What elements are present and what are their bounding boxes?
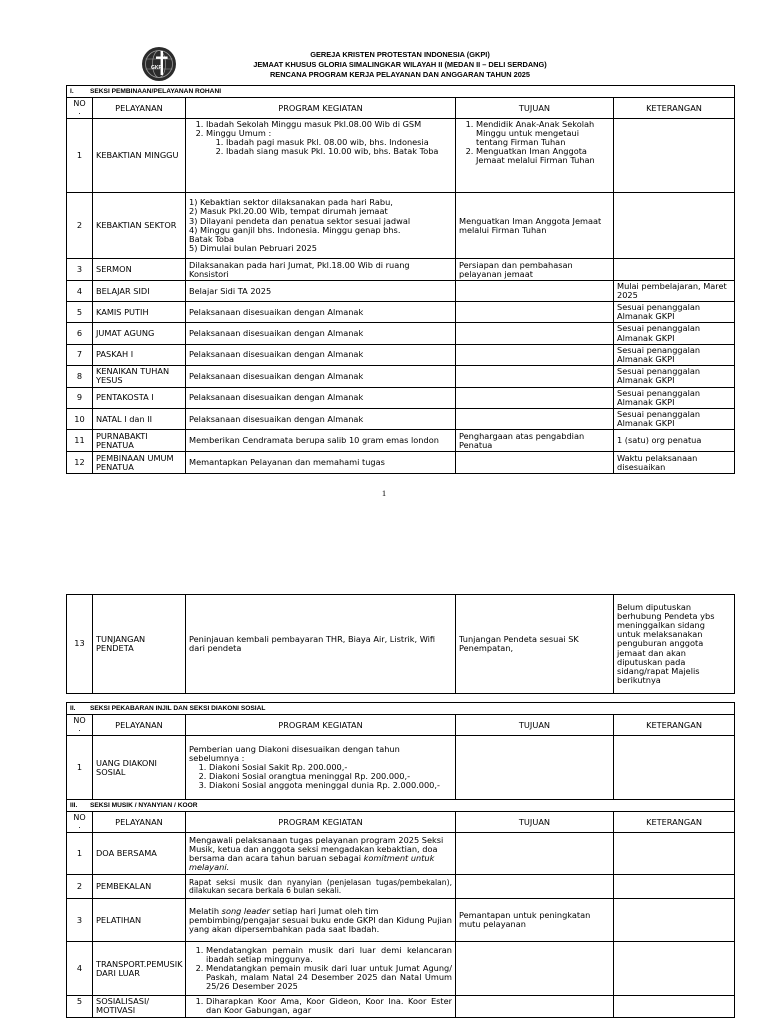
table-row: 13 TUNJANGAN PENDETA Peninjauan kembali pembayaran THR, Biaya Air, Listrik, Wifi dari pendeta Tunjangan Pendeta sesuai SK Penempatan, Belum diputuskan berhubung Pendeta ybs meninggalkan sidang untuk melaksanakan penguburan anggota jemaat dan akan diputuskan pada sidang/rapat Majelis berikutnya — [67, 595, 735, 694]
table-row: 3 SERMON Dilaksanakan pada hari Jumat, Pkl.18.00 Wib di ruang Konsistori Persiapan dan pembahasan pelayanan jemaat — [67, 259, 735, 281]
table-row: 9 PENTAKOSTA I Pelaksanaan disesuaikan dengan Almanak Sesuai penanggalan Almanak GKPI — [67, 387, 735, 408]
table-row: 8 KENAIKAN TUHAN YESUS Pelaksanaan disesuaikan dengan Almanak Sesuai penanggalan Almanak GKPI — [67, 365, 735, 387]
table-row: 11 PURNABAKTI PENATUA Memberikan Cendramata berupa salib 10 gram emas london Penghargaan atas pengabdian Penatua 1 (satu) org penatua — [67, 430, 735, 452]
table-header-row — [67, 98, 735, 119]
document-page-2 — [0, 590, 768, 1024]
program-table-section-1 — [66, 85, 735, 474]
section-title: III. SEKSI MUSIK / NYANYIAN / KOOR — [67, 800, 735, 812]
table-row: 12 PEMBINAAN UMUM PENATUA Memantapkan Pelayanan dan memahami tugas Waktu pelaksanaan disesuaikan — [67, 452, 735, 474]
table-row: 7 PASKAH I Pelaksanaan disesuaikan dengan Almanak Sesuai penanggalan Almanak GKPI — [67, 344, 735, 365]
table-header-row: NO . PELAYANAN PROGRAM KEGIATAN TUJUAN KETERANGAN — [67, 812, 735, 833]
table-row: 2 PEMBEKALAN Rapat seksi musik dan nyanyian (penjelasan tugas/pembekalan), dilakukan secara berkala 6 bulan sekali. — [67, 875, 735, 899]
program-table-section-2-3 — [66, 702, 735, 1018]
table-row: 5 KAMIS PUTIH Pelaksanaan disesuaikan dengan Almanak Sesuai penanggalan Almanak GKPI — [67, 302, 735, 323]
table-row: 4 TRANSPORT.PEMUSIK DARI LUAR 1. Mendatangkan pemain musik dari luar demi kelancaran ibadah setiap minggunya. 2. Mendatangkan pemain musik dari luar untuk Jumat Agung/ Paskah, malam Natal 24 Desember 2025 dan Natal Umum 25/26 Desember 2025 — [67, 942, 735, 996]
col-header-pelayanan: PELAYANAN — [93, 98, 186, 119]
table-row: 1 DOA BERSAMA Mengawali pelaksanaan tugas pelayanan program 2025 Seksi Musik, ketua dan anggota seksi mengadakan kebaktian, doa bersama dan acara tahun baruan sebagai komitment untuk melayani. — [67, 833, 735, 875]
table-row: 6 JUMAT AGUNG Pelaksanaan disesuaikan dengan Almanak Sesuai penanggalan Almanak GKPI — [67, 323, 735, 344]
section-title: I. SEKSI PEMBINAAN/PELAYANAN ROHANI — [67, 86, 735, 98]
col-header-program: PROGRAM KEGIATAN — [186, 98, 456, 119]
church-name: GEREJA KRISTEN PROTESTAN INDONESIA (GKPI) — [310, 50, 490, 59]
col-header-no: NO . — [67, 98, 93, 119]
table-row: 10 NATAL I dan II Pelaksanaan disesuaikan dengan Almanak Sesuai penanggalan Almanak GKPI — [67, 409, 735, 430]
page-gap — [0, 560, 768, 590]
table-row: 5 SOSIALISASI/ MOTIVASI 1. Diharapkan Koor Ama, Koor Gideon, Koor Ina. Koor Ester dan Koor Gabungan, agar — [67, 996, 735, 1018]
col-header-keterangan: KETERANGAN — [614, 98, 735, 119]
col-header-tujuan: TUJUAN — [456, 98, 614, 119]
congregation-name: JEMAAT KHUSUS GLORIA SIMALINGKAR WILAYAH II (MEDAN II – DELI SERDANG) — [253, 60, 547, 70]
document-title: RENCANA PROGRAM KERJA PELAYANAN DAN ANGGARAN TAHUN 2025 — [269, 70, 531, 80]
table-row: 1 UANG DIAKONI SOSIAL Pemberian uang Diakoni disesuaikan dengan tahun sebelumnya : 1. Diakoni Sosial Sakit Rp. 200.000,- 2. Diakoni Sosial orangtua meninggal Rp. 200.000,- 3. Diakoni Sosial anggota meninggal dunia Rp. 2.000.000,- — [67, 736, 735, 800]
page-number: 1 — [381, 488, 387, 498]
table-header-row: NO . PELAYANAN PROGRAM KEGIATAN TUJUAN KETERANGAN — [67, 715, 735, 736]
document-header — [66, 46, 734, 84]
table-row: 2 KEBAKTIAN SEKTOR 1) Kebaktian sektor dilaksanakan pada hari Rabu, 2) Masuk Pkl.20.00 Wib, tempat dirumah jemaat 3) Dilayani pendeta dan penatua sektor sesuai jadwal 4) Minggu ganjil bhs. Indonesia. Minggu genap bhs. Batak Toba 5) Dimulai bulan Pebruari 2025 Menguatkan Iman Anggota Jemaat melalui Firman Tuhan — [67, 193, 735, 259]
table-row: 3 PELATIHAN Melatih song leader setiap hari Jumat oleh tim pembimbing/pengajar sesuai buku ende GKPI dan Kidung Pujian yang akan dipersembahkan pada saat Ibadah. Pemantapan untuk peningkatan mutu pelayanan — [67, 899, 735, 942]
program-table-section-1-continued — [66, 594, 735, 694]
table-row: 4 BELAJAR SIDI Belajar Sidi TA 2025 Mulai pembelajaran, Maret 2025 — [67, 281, 735, 302]
table-row: 1 KEBAKTIAN MINGGU 1. Ibadah Sekolah Minggu masuk Pkl.08.00 Wib di GSM 2. Minggu Umum : 1. Ibadah pagi masuk Pkl. 08.00 wib, bhs. Indonesia 2. Ibadah siang masuk Pkl. 10.00 wib, bhs. Batak Toba 1. Mendidik Anak-Anak Sekolah Minggu untuk mengetaui tentang Firman Tuhan 2. Menguatkan Iman Anggota Jemaat melalui Firman Tuhan — [67, 119, 735, 193]
section-title: II. SEKSI PEKABARAN INJIL DAN SEKSI DIAKONI SOSIAL — [67, 703, 735, 715]
svg-text:GKPI: GKPI — [151, 65, 164, 71]
